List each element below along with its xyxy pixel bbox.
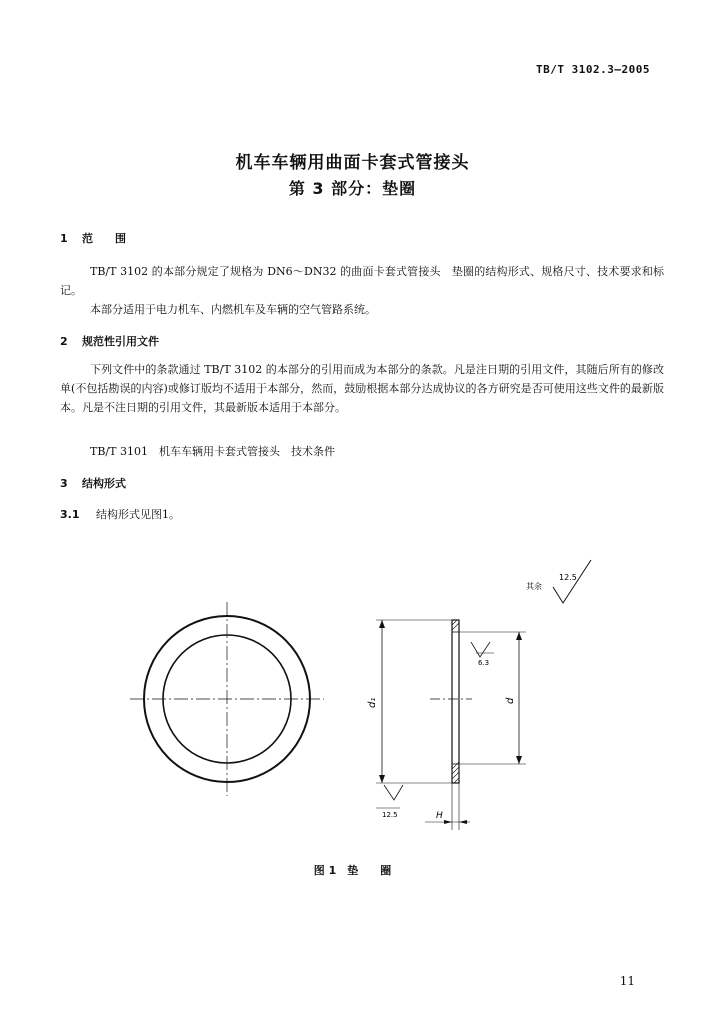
roughness-face-icon [471,642,490,657]
section-title: 结构形式 [82,477,126,490]
thickness-label: H [436,811,443,821]
subsection-3-1 [60,506,180,522]
roughness-general-value: 12.5 [559,573,577,582]
outer-diameter-label: d₁ [367,697,378,708]
roughness-other-label: 其余 [526,582,542,591]
section-3-heading [60,475,126,491]
inner-diameter-label: d [505,697,516,704]
section-number: 2 [60,335,68,348]
section-1-paragraph-1: TB/T 3102 的本部分规定了规格为 DN6～DN32 的曲面卡套式管接头 垫圈的结构形式、规格尺寸、技术要求和标记。 [60,265,664,297]
washer-drawing [0,540,705,850]
subsection-text: 结构形式见图1。 [96,508,180,521]
section-2-heading [60,333,159,349]
figure-caption: 图 1 垫 圈 [313,864,392,877]
standard-number: TB/T 3102.3—2005 [536,63,650,76]
section-title: 规范性引用文件 [82,335,159,348]
front-view [130,602,324,796]
document-title: 机车车辆用曲面卡套式管接头 [235,153,470,173]
section-title: 范 围 [82,232,126,245]
subsection-number: 3.1 [60,508,80,521]
section-2-reference: TB/T 3101 机车车辆用卡套式管接头 技术条件 [90,445,335,458]
section-number: 1 [60,232,68,245]
roughness-face-value: 6.3 [478,659,490,667]
roughness-bottom-value: 12.5 [382,811,398,819]
roughness-bottom-icon [384,785,403,800]
document-subtitle: 第 3 部分：垫圈 [288,179,417,198]
section-1-paragraph-2: 本部分适用于电力机车、内燃机车及车辆的空气管路系统。 [90,303,376,316]
washer-section [452,620,459,783]
section-number: 3 [60,477,68,490]
section-1-heading [60,230,126,246]
section-view [367,620,526,830]
page-number: 11 [619,974,635,988]
section-2-paragraph: 下列文件中的条款通过 TB/T 3102 的本部分的引用而成为本部分的条款。凡是注日期的引用文件，其随后所有的修改单(不包括勘误的内容)或修订版均不适用于本部分，然而，鼓励根据本部分达成协议的各方研究是否可使用这些文件的最新版本。凡是不注日期的引用文件，其最新版本适用于本部分。 [60,363,664,414]
